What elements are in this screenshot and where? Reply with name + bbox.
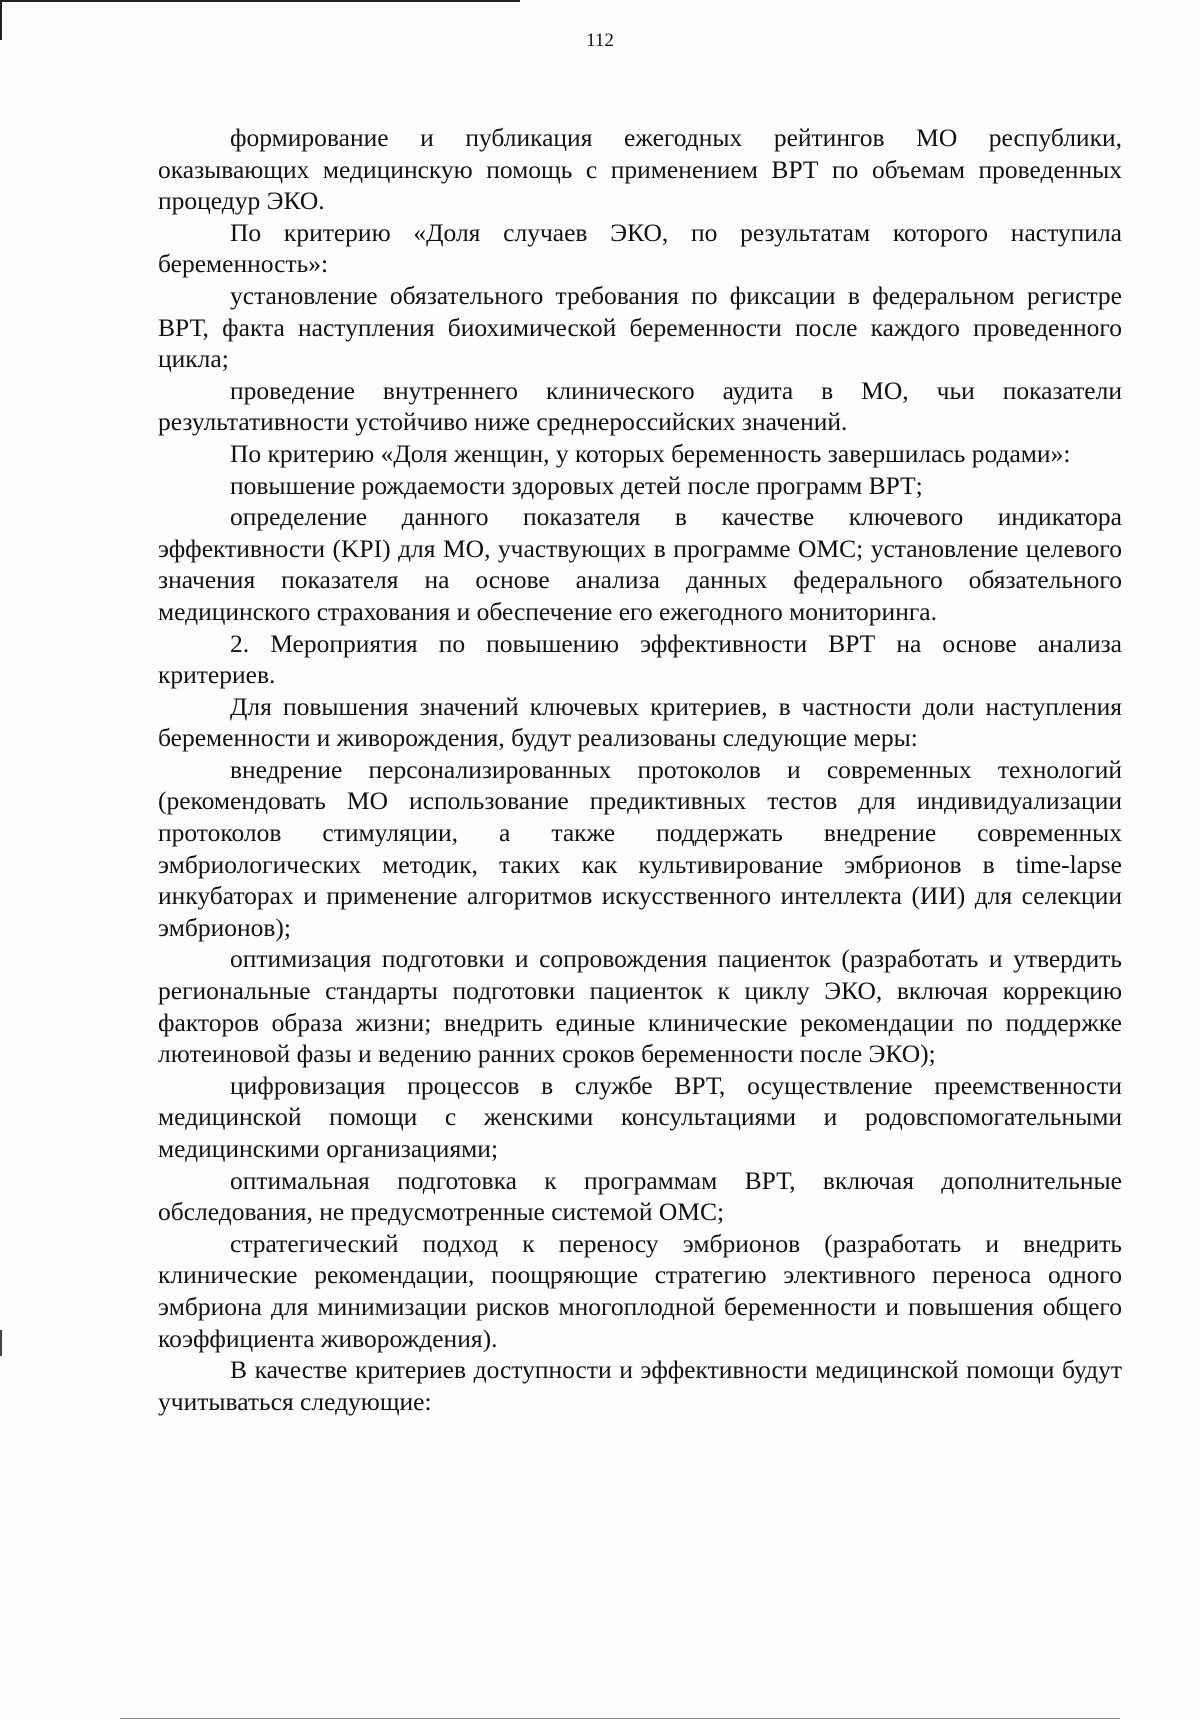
scan-edge-top <box>0 0 520 2</box>
paragraph-optimal-preparation: оптимальная подготовка к программам ВРТ, включая дополнительные обследования, не предусмотренные системой ОМС; <box>158 1165 1122 1227</box>
paragraph-birth-rate: повышение рождаемости здоровых детей после программ ВРТ; <box>230 470 923 500</box>
paragraph-clinical-audit: проведение внутреннего клинического аудита в МО, чьи показатели результативности устойчиво ниже среднероссийских значений. <box>158 375 1122 437</box>
paragraph-registry-requirement: установление обязательного требования по фиксации в федеральном регистре ВРТ, факта наступления биохимической беременности после каждого проведенного цикла; <box>158 280 1122 374</box>
paragraph-criterion-pregnancy: По критерию «Доля случаев ЭКО, по результатам которого наступила беременность»: <box>158 217 1122 279</box>
scan-edge-bottom <box>120 1718 1120 1719</box>
paragraph-criteria-closing: В качестве критериев доступности и эффективности медицинской помощи будут учитываться следующие: <box>158 1355 1122 1416</box>
paragraph-measures-intro: Для повышения значений ключевых критериев, в частности доли наступления беременности и живорождения, будут реализованы следующие меры: <box>158 691 1122 753</box>
scan-edge-left-mark <box>0 1330 2 1356</box>
paragraph-patient-preparation: оптимизация подготовки и сопровождения пациенток (разработать и утвердить региональные стандарты подготовки пациенток к циклу ЭКО, включая коррекцию факторов образа жизни; внедрить единые клинические рекомендации по поддержке лютеиновой фазы и ведению ранних сроков беременности после ЭКО); <box>158 944 1122 1069</box>
paragraph-embryo-transfer: стратегический подход к переносу эмбрионов (разработать и внедрить клинические рекомендации, поощряющие стратегию элективного переноса одного эмбриона для минимизации рисков многоплодной беременности и повышения общего коэффициента живорождения). <box>158 1228 1122 1353</box>
paragraph-kpi: определение данного показателя в качестве ключевого индикатора эффективности (KPI) для МО, участвующих в программе ОМС; установление целевого значения показателя на основе анализа данных федерального обязательного медицинского страхования и обеспечение его ежегодного мониторинга. <box>158 502 1122 626</box>
page-number: 112 <box>586 30 614 51</box>
paragraph-personalized-protocols: внедрение персонализированных протоколов и современных технологий (рекомендовать МО использование предиктивных тестов для индивидуализации протоколов стимуляции, а также поддержать внедрение современных эмбриологических методик, таких как культивирование эмбрионов в time-lapse инкубаторах и применение алгоритмов искусственного интеллекта (ИИ) для селекции эмбрионов); <box>158 754 1122 942</box>
paragraph-digitalization: цифровизация процессов в службе ВРТ, осуществление преемственности медицинской помощи с женскими консультациями и родовспомогательными медицинскими организациями; <box>158 1070 1122 1163</box>
paragraph-criterion-births: По критерию «Доля женщин, у которых беременность завершилась родами»: <box>230 438 1071 468</box>
paragraph-section-2: 2. Мероприятия по повышению эффективности ВРТ на основе анализа критериев. <box>158 628 1122 690</box>
paragraph-ratings: формирование и публикация ежегодных рейтингов МО республики, оказывающих медицинскую помощь с применением ВРТ по объемам проведенных процедур ЭКО. <box>158 123 1122 216</box>
document-body <box>158 122 1122 1417</box>
